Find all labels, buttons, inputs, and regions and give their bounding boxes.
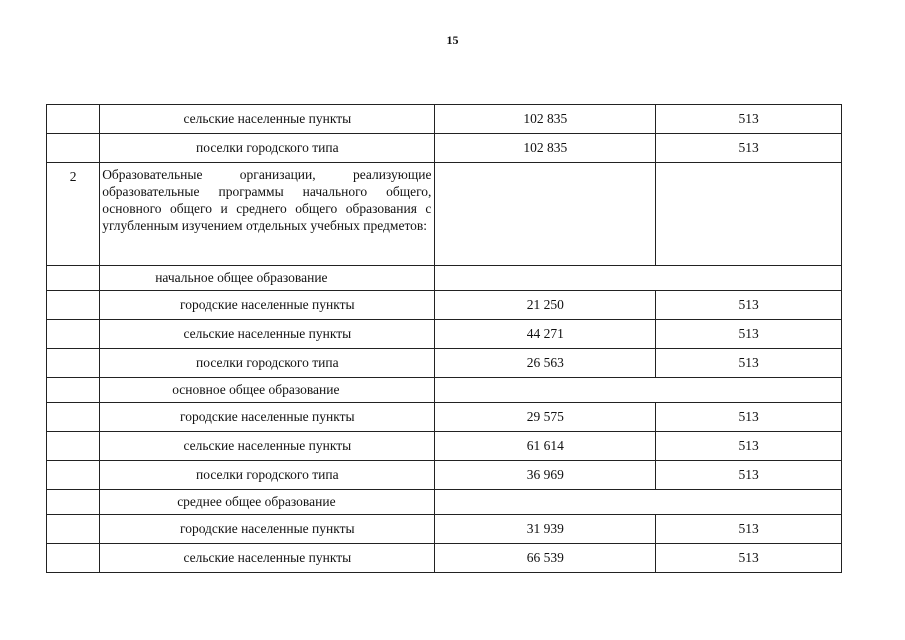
row-number-cell [47, 461, 100, 490]
table-row [47, 105, 842, 134]
row-rate-cell: 513 [656, 134, 842, 163]
row-name-cell: городские населенные пункты [100, 291, 435, 320]
row-name-cell: сельские населенные пункты [100, 432, 435, 461]
row-rate-cell: 513 [656, 349, 842, 378]
row-number-cell [47, 291, 100, 320]
table-row [47, 403, 842, 432]
row-name-cell: городские населенные пункты [100, 403, 435, 432]
table-row [47, 461, 842, 490]
subheader-number-cell [47, 266, 100, 291]
row-value-cell: 36 969 [435, 461, 656, 490]
row-rate-cell: 513 [656, 105, 842, 134]
row-value-cell: 61 614 [435, 432, 656, 461]
row-name-cell: поселки городского типа [100, 134, 435, 163]
table-row [47, 291, 842, 320]
row-number-cell [47, 105, 100, 134]
table-subheader-row [47, 378, 842, 403]
table-row [47, 432, 842, 461]
row-number-cell [47, 403, 100, 432]
row-name-cell: сельские населенные пункты [100, 544, 435, 573]
subheader-label: среднее общее образование [100, 490, 435, 515]
row-number-cell [47, 349, 100, 378]
table-subheader-row [47, 266, 842, 291]
table-row [47, 320, 842, 349]
row-name-cell: сельские населенные пункты [100, 320, 435, 349]
row-rate-cell: 513 [656, 432, 842, 461]
row-value-cell: 44 271 [435, 320, 656, 349]
row-value-cell: 102 835 [435, 105, 656, 134]
table-row [47, 544, 842, 573]
group-value-cell [435, 163, 656, 266]
row-value-cell: 29 575 [435, 403, 656, 432]
group-rate-cell [656, 163, 842, 266]
subheader-label: начальное общее образование [100, 266, 435, 291]
funding-norms-table [46, 104, 842, 573]
subheader-empty-cell [435, 266, 842, 291]
row-number-cell [47, 515, 100, 544]
row-name-cell: поселки городского типа [100, 461, 435, 490]
table-subheader-row [47, 490, 842, 515]
row-rate-cell: 513 [656, 461, 842, 490]
group-description-cell: Образовательные организации, реализующие образовательные программы начального общего, основного общего и среднего общего образования с углубленным изучением отдельных учебных предметов: [100, 163, 435, 266]
row-number-cell [47, 432, 100, 461]
subheader-empty-cell [435, 490, 842, 515]
page-number: 15 [446, 33, 459, 47]
row-name-cell: сельские населенные пункты [100, 105, 435, 134]
row-name-cell: поселки городского типа [100, 349, 435, 378]
table-row [47, 134, 842, 163]
row-rate-cell: 513 [656, 291, 842, 320]
subheader-label: основное общее образование [100, 378, 435, 403]
row-rate-cell: 513 [656, 544, 842, 573]
subheader-empty-cell [435, 378, 842, 403]
subheader-number-cell [47, 378, 100, 403]
row-number-cell [47, 320, 100, 349]
table-row [47, 349, 842, 378]
row-value-cell: 31 939 [435, 515, 656, 544]
table-group-row [47, 163, 842, 266]
row-value-cell: 102 835 [435, 134, 656, 163]
row-rate-cell: 513 [656, 403, 842, 432]
row-value-cell: 21 250 [435, 291, 656, 320]
row-name-cell: городские населенные пункты [100, 515, 435, 544]
row-value-cell: 66 539 [435, 544, 656, 573]
row-number-cell [47, 544, 100, 573]
row-number-cell [47, 134, 100, 163]
table-row [47, 515, 842, 544]
group-number-cell: 2 [47, 163, 100, 266]
subheader-number-cell [47, 490, 100, 515]
row-value-cell: 26 563 [435, 349, 656, 378]
row-rate-cell: 513 [656, 320, 842, 349]
row-rate-cell: 513 [656, 515, 842, 544]
